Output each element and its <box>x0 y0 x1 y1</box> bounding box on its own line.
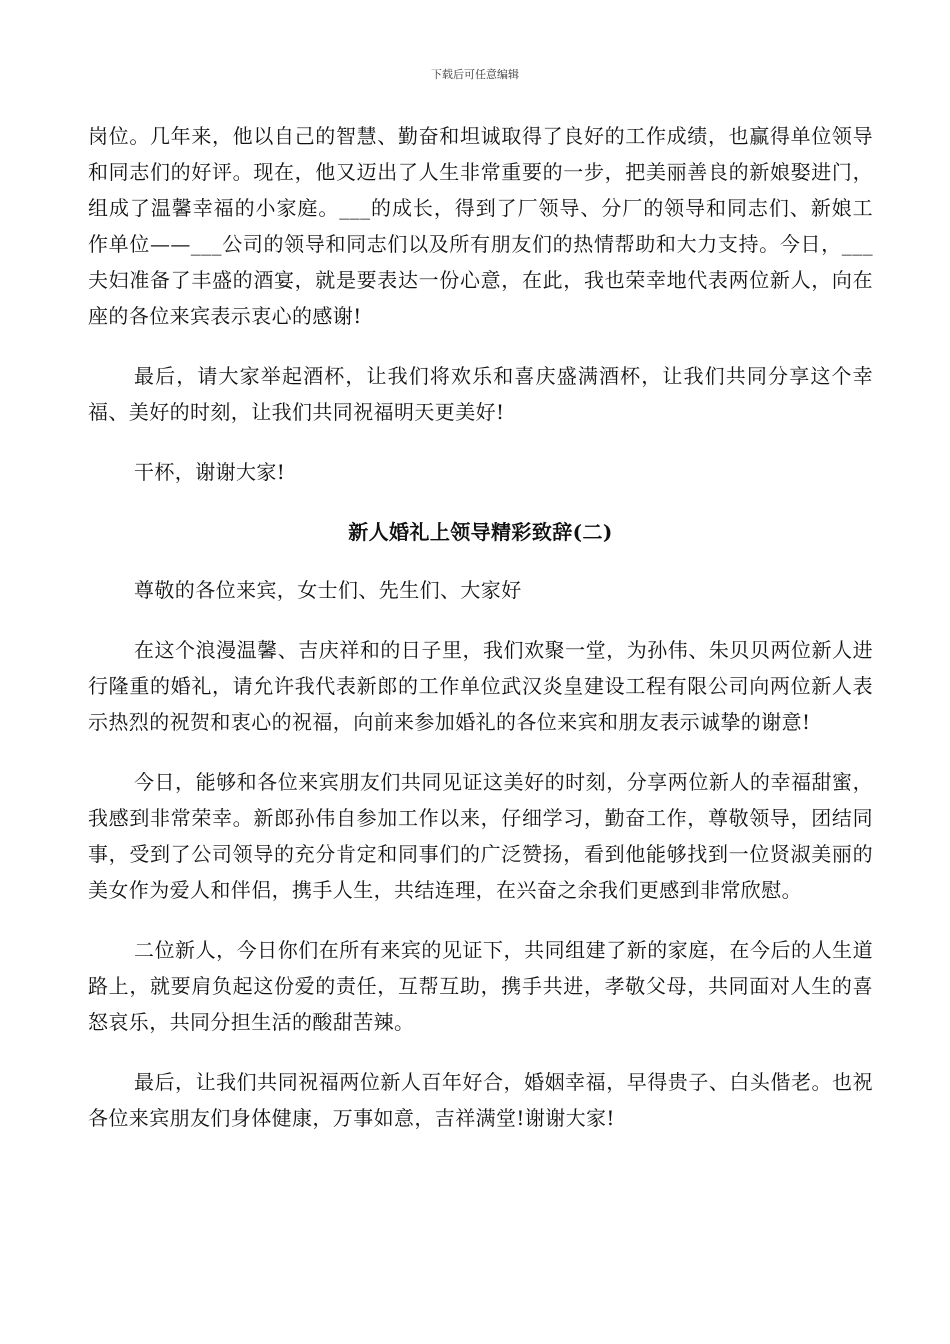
document-body <box>88 118 873 1160</box>
section-title: 新人婚礼上领导精彩致辞(二) <box>348 520 613 544</box>
page-header: 下载后可任意编辑 <box>431 68 519 81</box>
paragraph-witness: 今日，能够和各位来宾朋友们共同见证这美好的时刻，分享两位新人的幸福甜蜜，我感到非常荣幸。新郎孙伟自参加工作以来，仔细学习，勤奋工作，尊敬领导，团结同事，受到了公司领导的充分肯定和同事们的广泛赞扬，看到他能够找到一位贤淑美丽的美女作为爱人和伴侣，携手人生，共结连理，在兴奋之余我们更感到非常欣慰。 <box>88 770 873 902</box>
paragraph-greeting: 尊敬的各位来宾，女士们、先生们、大家好 <box>134 578 522 602</box>
paragraph-opening: 在这个浪漫温馨、吉庆祥和的日子里，我们欢聚一堂，为孙伟、朱贝贝两位新人进行隆重的婚礼，请允许我代表新郎的工作单位武汉炎皇建设工程有限公司向两位新人表示热烈的祝贺和衷心的祝福，向前来参加婚礼的各位来宾和朋友表示诚挚的谢意! <box>88 638 873 734</box>
paragraph-advice: 二位新人，今日你们在所有来宾的见证下，共同组建了新的家庭，在今后的人生道路上，就要肩负起这份爱的责任，互帮互助，携手共进，孝敬父母，共同面对人生的喜怒哀乐，共同分担生活的酸甜苦辣。 <box>88 938 873 1034</box>
paragraph-cheers: 干杯，谢谢大家! <box>134 460 286 484</box>
paragraph-toast: 最后，请大家举起酒杯，让我们将欢乐和喜庆盛满酒杯，让我们共同分享这个幸福、美好的时刻，让我们共同祝福明天更美好! <box>88 364 873 424</box>
paragraph-closing: 最后，让我们共同祝福两位新人百年好合，婚姻幸福，早得贵子、白头偕老。也祝各位来宾朋友们身体健康，万事如意，吉祥满堂!谢谢大家! <box>88 1070 873 1130</box>
paragraph-continuation: 岗位。几年来，他以自己的智慧、勤奋和坦诚取得了良好的工作成绩，也赢得单位领导和同志们的好评。现在，他又迈出了人生非常重要的一步，把美丽善良的新娘娶进门，组成了温馨幸福的小家庭。___的成长，得到了厂领导、分厂的领导和同志们、新娘工作单位——___公司的领导和同志们以及所有朋友们的热情帮助和大力支持。今日，___夫妇准备了丰盛的酒宴，就是要表达一份心意，在此，我也荣幸地代表两位新人，向在座的各位来宾表示衷心的感谢! <box>88 124 873 328</box>
